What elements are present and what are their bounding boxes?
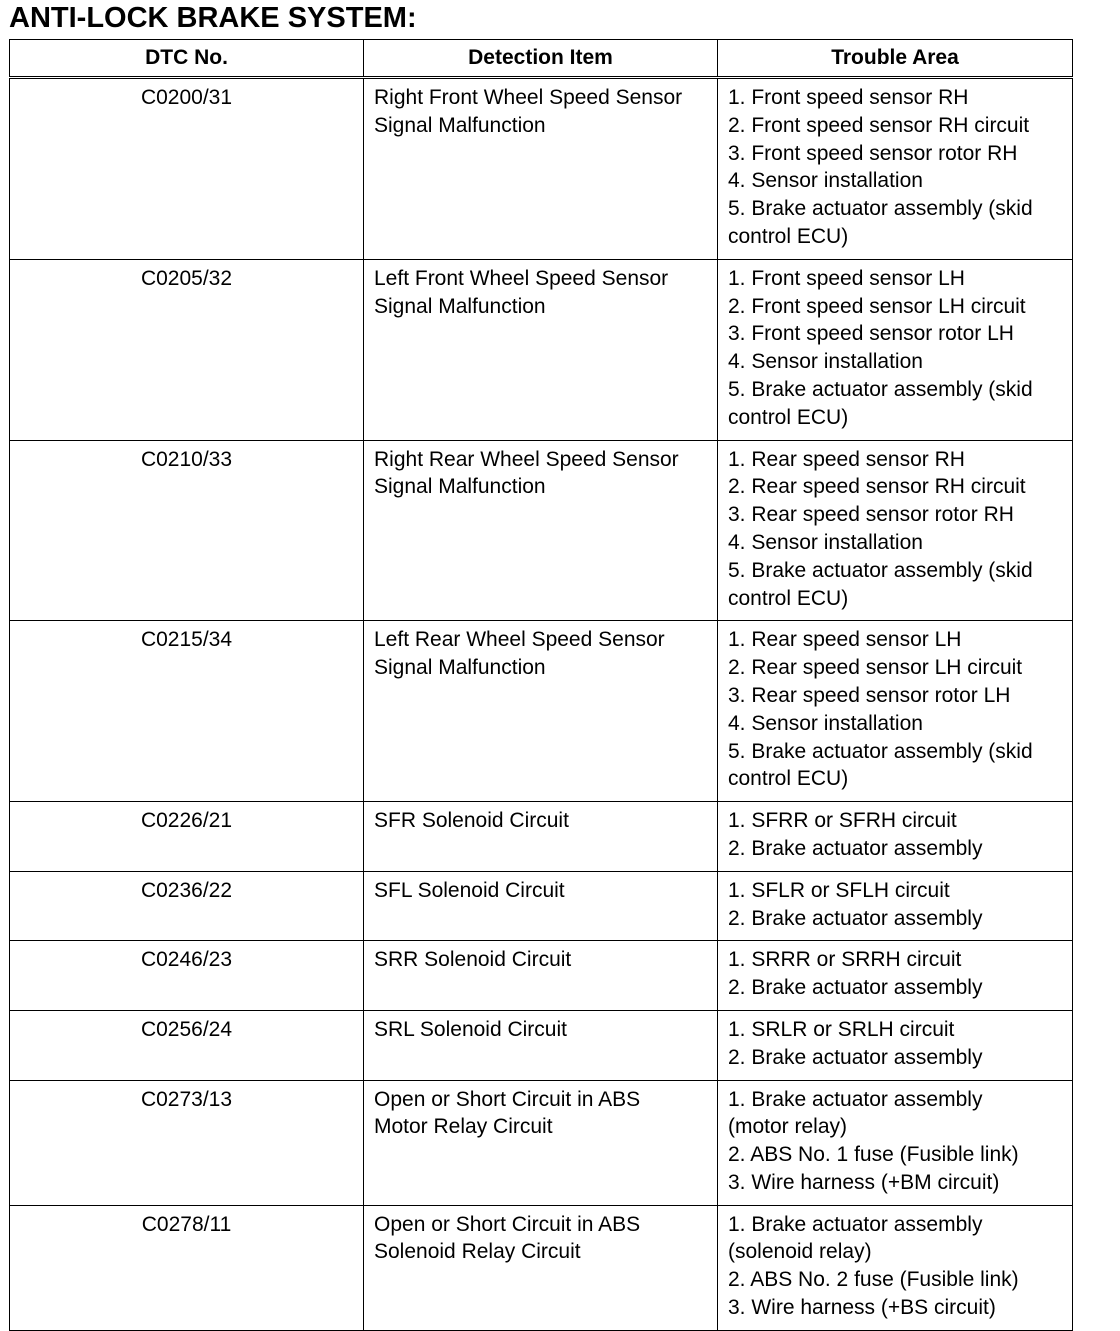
detection-item-line: SFL Solenoid Circuit xyxy=(374,878,565,902)
detection-item-cell xyxy=(364,440,718,621)
header-dtc-no: DTC No. xyxy=(10,40,364,78)
trouble-area-cell xyxy=(718,621,1073,802)
header-detection-item: Detection Item xyxy=(364,40,718,78)
table-row xyxy=(10,802,1073,872)
table-header-row xyxy=(10,40,1073,78)
trouble-area-line: 1. Brake actuator assembly xyxy=(728,1087,983,1111)
trouble-area-line: 4. Sensor installation xyxy=(728,530,923,554)
trouble-area-line: 3. Wire harness (+BM circuit) xyxy=(728,1170,1000,1194)
table-row xyxy=(10,259,1073,440)
detection-item-cell xyxy=(364,621,718,802)
trouble-area-line: 1. Rear speed sensor RH xyxy=(728,447,965,471)
trouble-area-line: 1. Brake actuator assembly xyxy=(728,1212,983,1236)
trouble-area-line: control ECU) xyxy=(728,767,849,791)
trouble-area-line: 3. Wire harness (+BS circuit) xyxy=(728,1296,996,1320)
trouble-area-line: 1. Front speed sensor LH xyxy=(728,266,965,290)
trouble-area-line: control ECU) xyxy=(728,224,849,248)
dtc-code-cell: C0210/33 xyxy=(10,440,364,621)
table-body xyxy=(10,78,1073,1331)
detection-item-line: Solenoid Relay Circuit xyxy=(374,1240,581,1264)
table-row xyxy=(10,78,1073,260)
trouble-area-line: 1. Front speed sensor RH xyxy=(728,86,969,109)
trouble-area-line: (solenoid relay) xyxy=(728,1240,872,1264)
detection-item-line: SRR Solenoid Circuit xyxy=(374,948,572,972)
trouble-area-cell xyxy=(718,1205,1073,1330)
detection-item-line: Right Front Wheel Speed Sensor xyxy=(374,86,683,109)
trouble-area-line: 2. ABS No. 2 fuse (Fusible link) xyxy=(728,1268,1019,1292)
table-row xyxy=(10,1080,1073,1205)
dtc-code-cell: C0215/34 xyxy=(10,621,364,802)
detection-item-line: SRL Solenoid Circuit xyxy=(374,1017,567,1041)
dtc-code-cell: C0273/13 xyxy=(10,1080,364,1205)
dtc-table xyxy=(9,39,1073,1331)
detection-item-cell xyxy=(364,259,718,440)
trouble-area-cell xyxy=(718,1010,1073,1080)
detection-item-line: Signal Malfunction xyxy=(374,656,546,680)
trouble-area-line: (motor relay) xyxy=(728,1115,848,1139)
trouble-area-line: 5. Brake actuator assembly (skid xyxy=(728,558,1033,582)
dtc-code-cell: C0236/22 xyxy=(10,871,364,941)
detection-item-line: Signal Malfunction xyxy=(374,475,546,499)
trouble-area-line: 2. Front speed sensor RH circuit xyxy=(728,113,1030,137)
detection-item-cell xyxy=(364,1205,718,1330)
trouble-area-line: 4. Sensor installation xyxy=(728,169,923,193)
detection-item-cell xyxy=(364,78,718,260)
detection-item-line: Left Front Wheel Speed Sensor xyxy=(374,266,669,290)
trouble-area-line: 2. Brake actuator assembly xyxy=(728,836,983,860)
trouble-area-line: 1. SRRR or SRRH circuit xyxy=(728,948,962,972)
dtc-code-cell: C0205/32 xyxy=(10,259,364,440)
detection-item-line: Signal Malfunction xyxy=(374,294,546,318)
trouble-area-cell xyxy=(718,78,1073,260)
trouble-area-line: 3. Front speed sensor rotor RH xyxy=(728,141,1018,165)
trouble-area-line: 2. Brake actuator assembly xyxy=(728,976,983,1000)
trouble-area-cell xyxy=(718,440,1073,621)
table-row xyxy=(10,941,1073,1011)
detection-item-line: Right Rear Wheel Speed Sensor xyxy=(374,447,679,471)
page-title: ANTI-LOCK BRAKE SYSTEM: xyxy=(9,2,417,34)
table-row xyxy=(10,440,1073,621)
detection-item-cell xyxy=(364,1010,718,1080)
trouble-area-line: 2. ABS No. 1 fuse (Fusible link) xyxy=(728,1143,1019,1167)
table-row xyxy=(10,1205,1073,1330)
trouble-area-line: 5. Brake actuator assembly (skid xyxy=(728,739,1033,763)
table-row xyxy=(10,1010,1073,1080)
trouble-area-line: 4. Sensor installation xyxy=(728,711,923,735)
trouble-area-cell xyxy=(718,259,1073,440)
dtc-code-cell: C0256/24 xyxy=(10,1010,364,1080)
trouble-area-line: 2. Brake actuator assembly xyxy=(728,1045,983,1069)
trouble-area-cell xyxy=(718,941,1073,1011)
dtc-code-cell: C0226/21 xyxy=(10,802,364,872)
detection-item-line: Signal Malfunction xyxy=(374,113,546,137)
trouble-area-line: 1. SFLR or SFLH circuit xyxy=(728,878,950,902)
detection-item-cell xyxy=(364,941,718,1011)
header-trouble-area: Trouble Area xyxy=(718,40,1073,78)
trouble-area-line: 2. Rear speed sensor RH circuit xyxy=(728,475,1026,499)
trouble-area-line: 5. Brake actuator assembly (skid xyxy=(728,197,1033,221)
trouble-area-line: 2. Front speed sensor LH circuit xyxy=(728,294,1026,318)
trouble-area-cell xyxy=(718,1080,1073,1205)
trouble-area-line: control ECU) xyxy=(728,586,849,610)
detection-item-cell xyxy=(364,802,718,872)
detection-item-line: Open or Short Circuit in ABS xyxy=(374,1087,641,1111)
detection-item-line: Left Rear Wheel Speed Sensor xyxy=(374,628,665,652)
dtc-code-cell: C0278/11 xyxy=(10,1205,364,1330)
detection-item-cell xyxy=(364,871,718,941)
table-row xyxy=(10,621,1073,802)
trouble-area-line: 1. SFRR or SFRH circuit xyxy=(728,809,957,833)
detection-item-line: SFR Solenoid Circuit xyxy=(374,809,569,833)
dtc-code-cell: C0246/23 xyxy=(10,941,364,1011)
trouble-area-line: control ECU) xyxy=(728,405,849,429)
trouble-area-line: 3. Rear speed sensor rotor LH xyxy=(728,683,1011,707)
trouble-area-line: 2. Rear speed sensor LH circuit xyxy=(728,656,1023,680)
trouble-area-cell xyxy=(718,802,1073,872)
table-row xyxy=(10,871,1073,941)
detection-item-line: Motor Relay Circuit xyxy=(374,1115,553,1139)
trouble-area-line: 5. Brake actuator assembly (skid xyxy=(728,377,1033,401)
trouble-area-cell xyxy=(718,871,1073,941)
trouble-area-line: 2. Brake actuator assembly xyxy=(728,906,983,930)
detection-item-cell xyxy=(364,1080,718,1205)
dtc-code-cell: C0200/31 xyxy=(10,78,364,260)
detection-item-line: Open or Short Circuit in ABS xyxy=(374,1212,641,1236)
trouble-area-line: 1. SRLR or SRLH circuit xyxy=(728,1017,955,1041)
trouble-area-line: 4. Sensor installation xyxy=(728,350,923,374)
trouble-area-line: 1. Rear speed sensor LH xyxy=(728,628,962,652)
trouble-area-line: 3. Rear speed sensor rotor RH xyxy=(728,503,1014,527)
trouble-area-line: 3. Front speed sensor rotor LH xyxy=(728,322,1014,346)
